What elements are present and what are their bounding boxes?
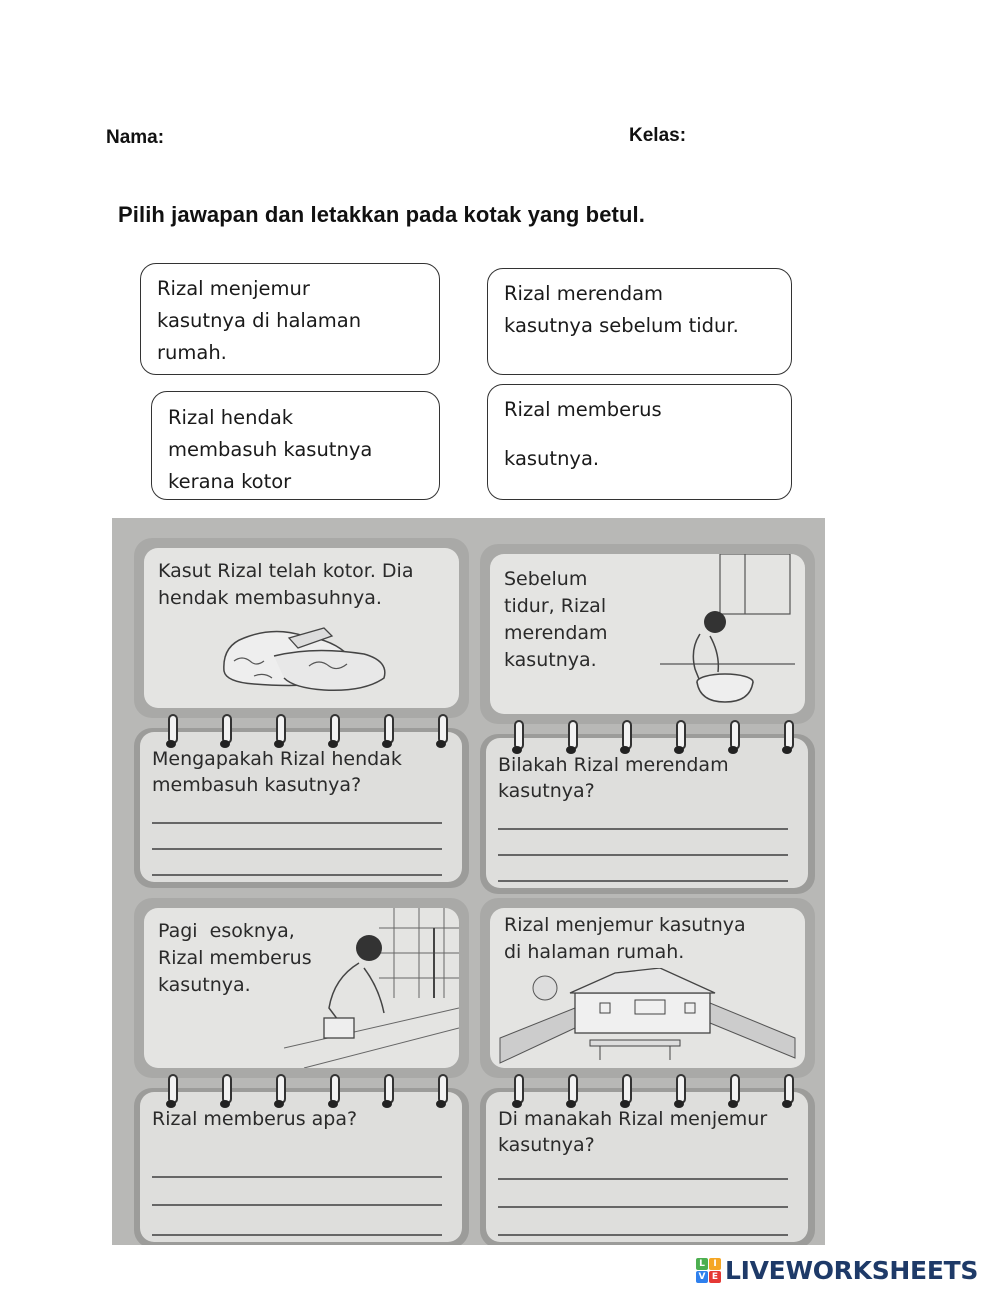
question-line: Rizal memberus apa?: [152, 1108, 358, 1130]
question-text: [498, 752, 729, 804]
answer-box-memberus[interactable]: [487, 384, 792, 500]
question-line: kasutnya?: [498, 780, 595, 802]
answer-text: Rizal menjemur: [157, 277, 310, 300]
question-card: [134, 728, 469, 888]
answer-text: kasutnya di halaman: [157, 309, 362, 332]
story-card: [134, 898, 469, 1078]
story-card: [134, 538, 469, 718]
spiral-rings: [166, 1074, 446, 1110]
ring-icon: [436, 1074, 446, 1108]
story-line: Pagi esoknya,: [158, 920, 295, 942]
question-line: Bilakah Rizal merendam: [498, 754, 729, 776]
story-line: Sebelum: [504, 568, 588, 590]
ring-icon: [728, 720, 738, 754]
story-text: [158, 558, 413, 612]
question-card-inner: [486, 738, 808, 888]
story-line: kasutnya.: [158, 974, 251, 996]
ring-icon: [220, 714, 230, 748]
question-text: [152, 746, 402, 798]
story-text: [504, 912, 746, 966]
spiral-rings: [512, 1074, 792, 1110]
story-line: merendam: [504, 622, 608, 644]
answer-line: [498, 828, 788, 830]
answer-line: [152, 874, 442, 876]
ring-icon: [382, 1074, 392, 1108]
story-line: Rizal menjemur kasutnya: [504, 914, 746, 936]
story-card-inner: [144, 908, 459, 1068]
answer-line: [498, 1234, 788, 1236]
name-label: Nama:: [106, 127, 165, 148]
boy-brushing-shoes-illustration: [284, 908, 459, 1068]
class-label: Kelas:: [629, 125, 687, 146]
question-line: Di manakah Rizal menjemur: [498, 1108, 768, 1130]
ring-icon: [328, 714, 338, 748]
ring-icon: [220, 1074, 230, 1108]
story-card: [480, 898, 815, 1078]
ring-icon: [328, 1074, 338, 1108]
ring-icon: [620, 1074, 630, 1108]
answer-text: rumah.: [157, 341, 227, 364]
story-line: hendak membasuhnya.: [158, 587, 382, 609]
question-card: [134, 1088, 469, 1245]
ring-icon: [166, 714, 176, 748]
answer-text: Rizal merendam: [504, 282, 664, 305]
story-card-inner: [490, 908, 805, 1068]
question-line: kasutnya?: [498, 1134, 595, 1156]
story-line: tidur, Rizal: [504, 595, 607, 617]
answer-text: Rizal memberus: [504, 398, 662, 421]
house-yard-illustration: [495, 968, 800, 1068]
logo-tile: I: [709, 1258, 721, 1270]
ring-icon: [674, 720, 684, 754]
ring-icon: [620, 720, 630, 754]
ring-icon: [382, 714, 392, 748]
ring-icon: [436, 714, 446, 748]
ring-icon: [674, 1074, 684, 1108]
logo-tile: V: [696, 1271, 708, 1283]
answer-text: kasutnya sebelum tidur.: [504, 314, 739, 337]
answer-box-merendam[interactable]: [487, 268, 792, 375]
boy-soaking-shoes-illustration: [640, 554, 800, 714]
answer-line: [152, 848, 442, 850]
ring-icon: [274, 714, 284, 748]
question-card-inner: [140, 732, 462, 882]
answer-line: [152, 1204, 442, 1206]
liveworksheets-logo[interactable]: [696, 1256, 978, 1285]
ring-icon: [566, 720, 576, 754]
logo-text: LIVEWORKSHEETS: [725, 1256, 979, 1285]
spiral-rings: [166, 714, 446, 750]
dirty-shoes-illustration: [214, 616, 394, 696]
answer-box-membasuh[interactable]: [151, 391, 440, 500]
ring-icon: [782, 720, 792, 754]
story-line: kasutnya.: [504, 649, 597, 671]
answer-text: Rizal hendak: [168, 406, 294, 429]
ring-icon: [782, 1074, 792, 1108]
answer-line: [152, 1234, 442, 1236]
logo-tile: L: [696, 1258, 708, 1270]
story-line: Rizal memberus: [158, 947, 312, 969]
answer-box-menjemur[interactable]: [140, 263, 440, 375]
answer-line: [152, 822, 442, 824]
question-card-inner: [486, 1092, 808, 1242]
logo-tile: E: [709, 1271, 721, 1283]
ring-icon: [274, 1074, 284, 1108]
question-line: Mengapakah Rizal hendak: [152, 748, 402, 770]
ring-icon: [166, 1074, 176, 1108]
story-card: [480, 544, 815, 724]
story-line: Kasut Rizal telah kotor. Dia: [158, 560, 414, 582]
ring-icon: [566, 1074, 576, 1108]
ring-icon: [728, 1074, 738, 1108]
question-text: [498, 1106, 767, 1158]
story-card-inner: [490, 554, 805, 714]
instruction-text: Pilih jawapan dan letakkan pada kotak yang betul.: [118, 202, 645, 227]
question-line: membasuh kasutnya?: [152, 774, 362, 796]
answer-text: kerana kotor: [168, 470, 292, 493]
story-card-inner: [144, 548, 459, 708]
answer-line: [498, 1206, 788, 1208]
answer-text: kasutnya.: [504, 447, 600, 470]
question-card: [480, 1088, 815, 1245]
ring-icon: [512, 720, 522, 754]
answer-line: [498, 854, 788, 856]
live-tiles-icon: [696, 1258, 721, 1283]
question-card-inner: [140, 1092, 462, 1242]
spiral-rings: [512, 720, 792, 756]
answer-line: [498, 1178, 788, 1180]
question-card: [480, 734, 815, 894]
answer-line: [152, 1176, 442, 1178]
answer-line: [498, 880, 788, 882]
story-text: [504, 566, 608, 674]
answer-text: membasuh kasutnya: [168, 438, 373, 461]
story-line: di halaman rumah.: [504, 941, 685, 963]
ring-icon: [512, 1074, 522, 1108]
worksheet-photo: [112, 518, 825, 1245]
